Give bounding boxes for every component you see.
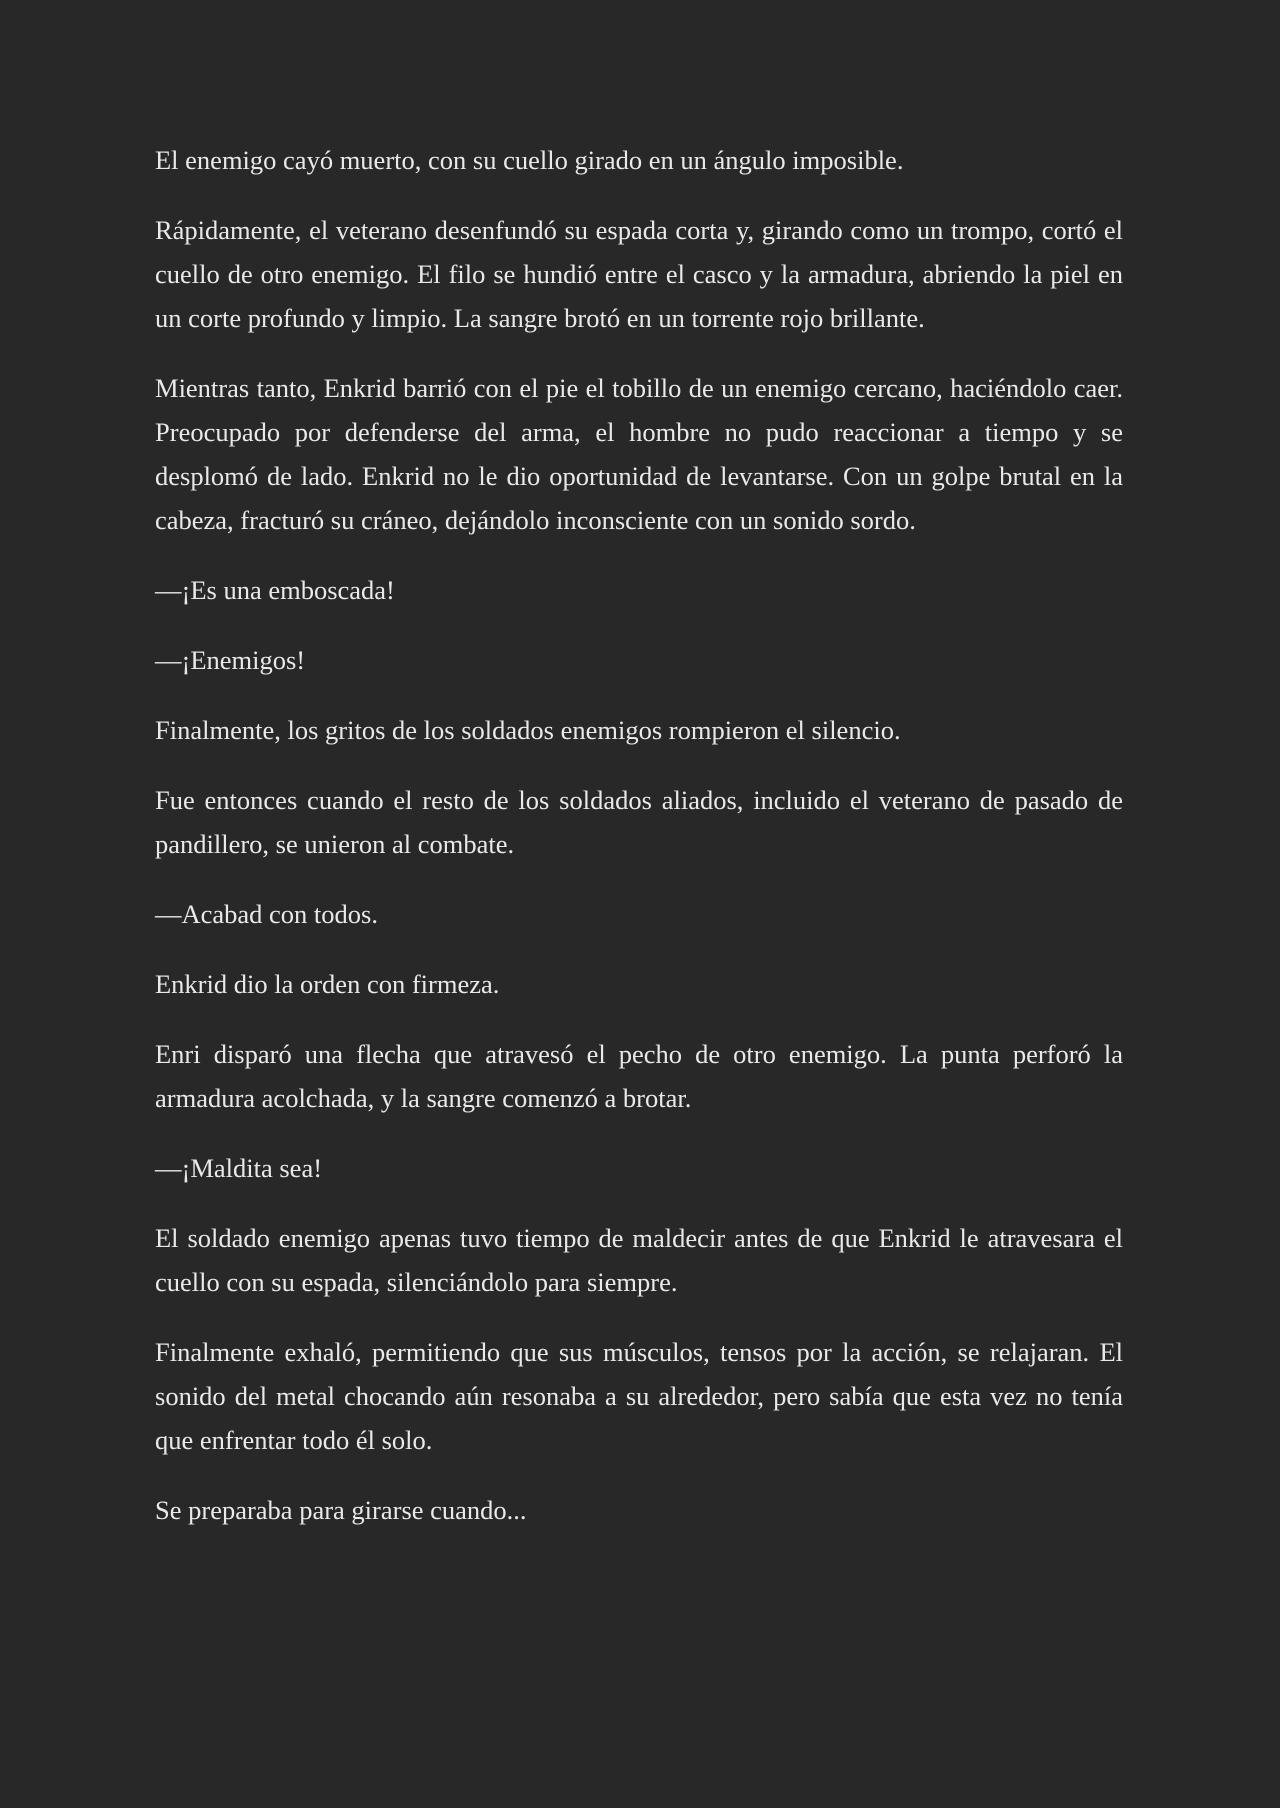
paragraph: El enemigo cayó muerto, con su cuello girado en un ángulo imposible. xyxy=(155,145,904,175)
paragraph: Enri disparó una flecha que atravesó el pecho de otro enemigo. La punta perforó la armadura acolchada, y la sangre comenzó a brotar. xyxy=(155,1039,1123,1113)
dialogue-line: —¡Enemigos! xyxy=(155,645,306,675)
paragraph: Fue entonces cuando el resto de los soldados aliados, incluido el veterano de pasado de pandillero, se unieron al combate. xyxy=(155,785,1123,859)
paragraph: El soldado enemigo apenas tuvo tiempo de maldecir antes de que Enkrid le atravesara el cuello con su espada, silenciándolo para siempre. xyxy=(155,1223,1123,1297)
chapter-text xyxy=(155,138,1123,1558)
dialogue-line: —Acabad con todos. xyxy=(155,899,378,929)
paragraph: Mientras tanto, Enkrid barrió con el pie el tobillo de un enemigo cercano, haciéndolo caer. Preocupado por defenderse del arma, el hombre no pudo reaccionar a tiempo y se desplomó de lado. Enkrid no le dio oportunidad de levantarse. Con un golpe brutal en la cabeza, fracturó su cráneo, dejándolo inconsciente con un sonido sordo. xyxy=(155,373,1123,535)
paragraph: Se preparaba para girarse cuando... xyxy=(155,1495,527,1525)
dialogue-line: —¡Maldita sea! xyxy=(155,1153,323,1183)
paragraph: Enkrid dio la orden con firmeza. xyxy=(155,969,500,999)
paragraph: Finalmente, los gritos de los soldados enemigos rompieron el silencio. xyxy=(155,715,901,745)
dialogue-line: —¡Es una emboscada! xyxy=(155,575,395,605)
paragraph: Finalmente exhaló, permitiendo que sus músculos, tensos por la acción, se relajaran. El sonido del metal chocando aún resonaba a su alrededor, pero sabía que esta vez no tenía que enfrentar todo él solo. xyxy=(155,1337,1123,1455)
paragraph: Rápidamente, el veterano desenfundó su espada corta y, girando como un trompo, cortó el cuello de otro enemigo. El filo se hundió entre el casco y la armadura, abriendo la piel en un corte profundo y limpio. La sangre brotó en un torrente rojo brillante. xyxy=(155,215,1123,333)
